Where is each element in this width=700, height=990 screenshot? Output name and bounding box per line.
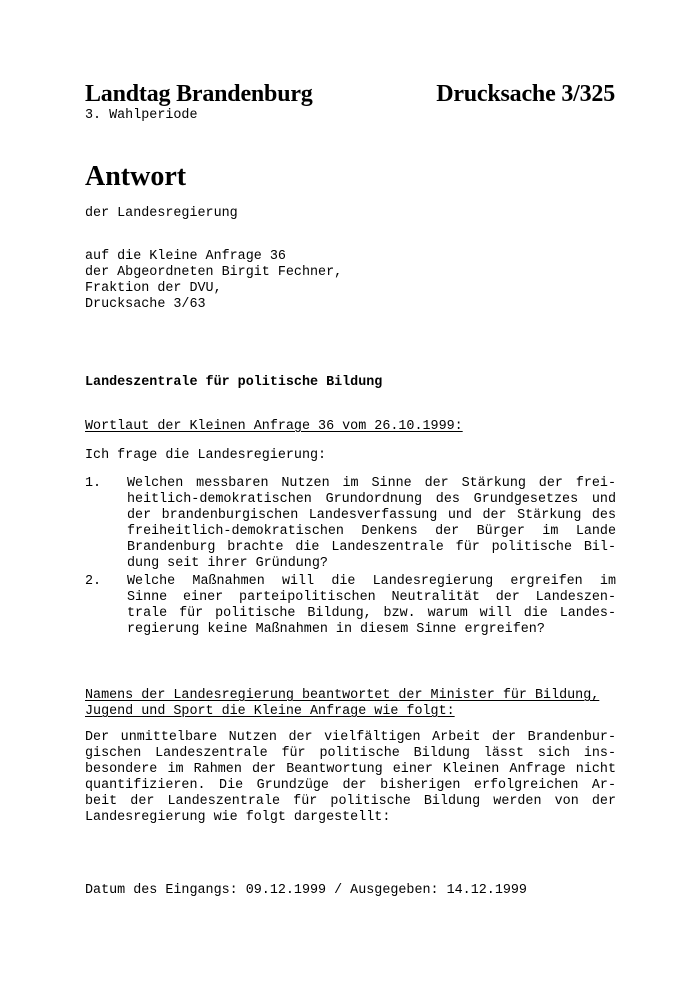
answer-line: Landesregierung wie folgt dargestellt:: [85, 810, 391, 825]
question-line: Welchen messbaren Nutzen im Sinne der Stärkung der frei-: [127, 476, 616, 491]
question-line: freiheitlich-demokratischen Denkens der Bürger im Lande: [127, 524, 616, 539]
question-line: der brandenburgischen Landesverfassung und der Stärkung des: [127, 508, 616, 523]
answer-line: gischen Landeszentrale für politische Bildung lässt sich ins-: [85, 746, 616, 761]
question-number: 2.: [85, 574, 102, 589]
answer-line: Der unmittelbare Nutzen der vielfältigen Arbeit der Brandenbur-: [85, 730, 616, 745]
reference-block: [85, 249, 342, 313]
answer-heading-line: Jugend und Sport die Kleine Anfrage wie folgt:: [85, 704, 455, 719]
answer-heading-line: Namens der Landesregierung beantwortet der Minister für Bildung,: [85, 688, 600, 703]
answer-body: [85, 730, 616, 826]
document-title: Antwort: [85, 161, 187, 192]
reference-line: auf die Kleine Anfrage 36: [85, 249, 286, 264]
question-text: [127, 476, 616, 572]
question-line: Brandenburg brachte die Landeszentrale für politische Bil-: [127, 540, 616, 555]
answer-line: beit der Landeszentrale für politische Bildung werden von der: [85, 794, 616, 809]
reference-line: der Abgeordneten Birgit Fechner,: [85, 265, 343, 280]
document-number: Drucksache 3/325: [436, 81, 615, 107]
question-line: Welche Maßnahmen will die Landesregierung ergreifen im: [127, 574, 616, 589]
question-line: heitlich-demokratischen Grundordnung des Grundgesetzes und: [127, 492, 616, 507]
document-footer: Datum des Eingangs: 09.12.1999 / Ausgegeben: 14.12.1999: [85, 883, 527, 898]
answer-line: quantifizieren. Die Grundzüge der bisherigen erfolgreichen Ar-: [85, 778, 616, 793]
question-line: dung seit ihrer Gründung?: [127, 556, 328, 571]
reference-line: Drucksache 3/63: [85, 297, 206, 312]
question-line: trale für politische Bildung, bzw. warum will die Landes-: [127, 606, 616, 621]
answer-section-heading: [85, 688, 599, 720]
document-intro: der Landesregierung: [85, 206, 238, 221]
question-line: regierung keine Maßnahmen in diesem Sinne ergreifen?: [127, 622, 545, 637]
question-number: 1.: [85, 476, 102, 491]
legislative-period: 3. Wahlperiode: [85, 108, 198, 123]
parliament-name: Landtag Brandenburg: [85, 81, 313, 107]
answer-line: besondere im Rahmen der Beantwortung einer Kleinen Anfrage nicht: [85, 762, 616, 777]
question-intro: Ich frage die Landesregierung:: [85, 448, 327, 463]
question-section-heading: Wortlaut der Kleinen Anfrage 36 vom 26.10.1999:: [85, 419, 463, 434]
question-line: Sinne einer parteipolitischen Neutralität der Landeszen-: [127, 590, 616, 605]
reference-line: Fraktion der DVU,: [85, 281, 222, 296]
subject-heading: Landeszentrale für politische Bildung: [85, 375, 383, 390]
question-text: [127, 574, 616, 638]
